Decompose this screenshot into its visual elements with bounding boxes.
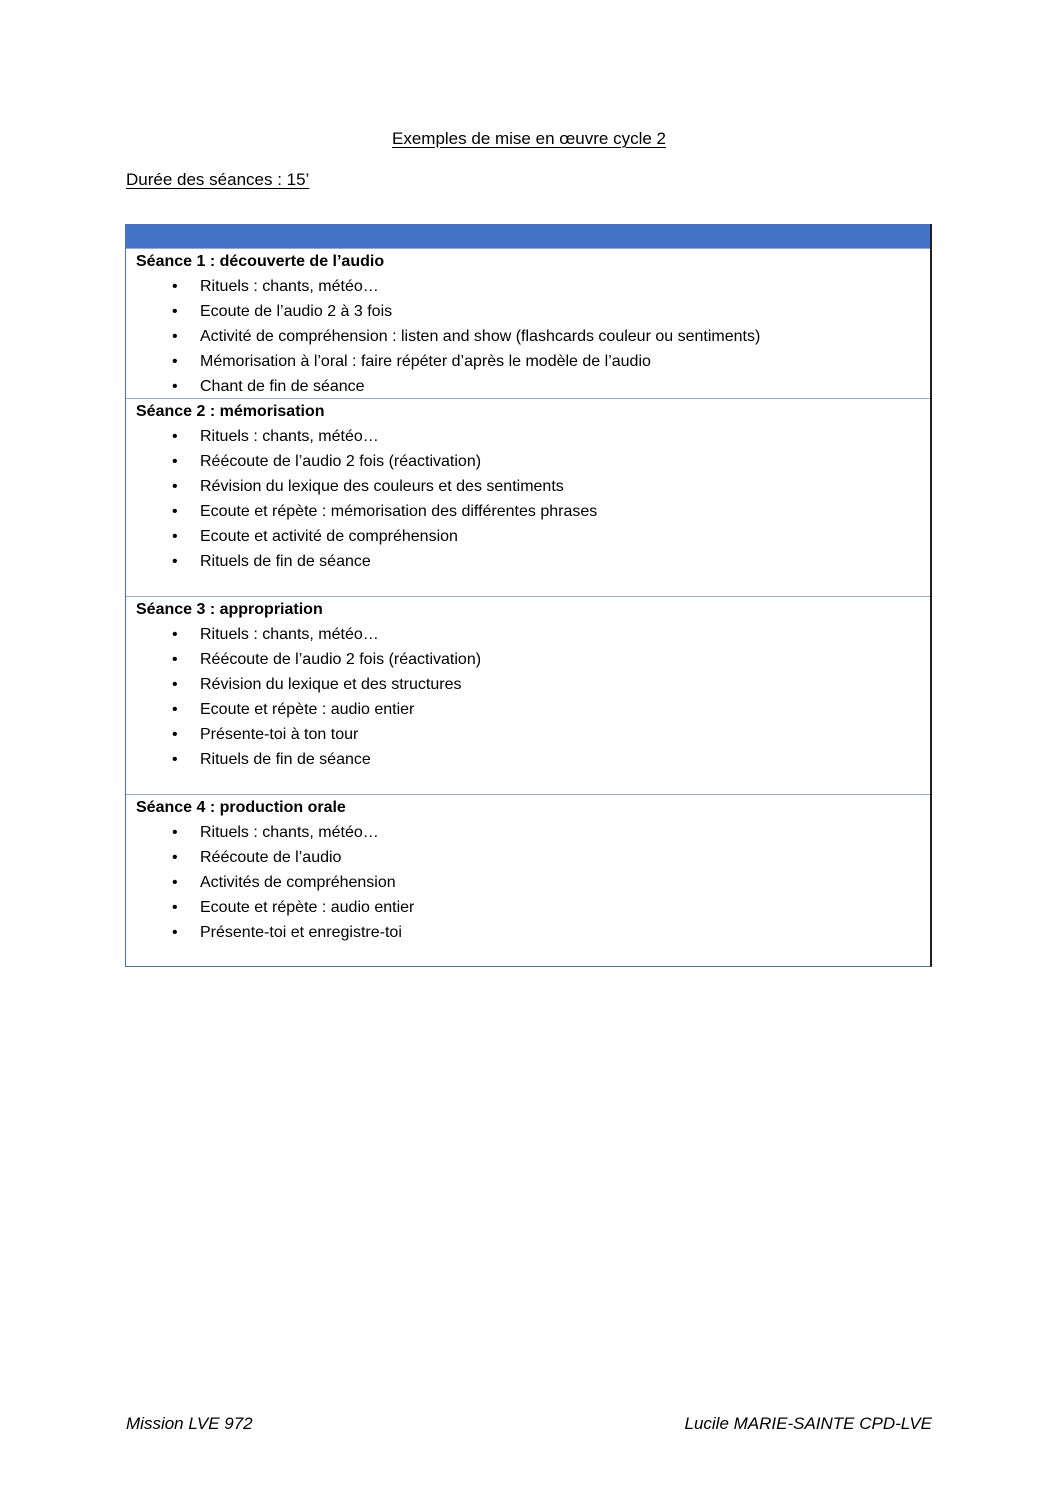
list-item: • Ecoute et répète : mémorisation des différentes phrases bbox=[136, 499, 920, 524]
session-4 bbox=[126, 794, 930, 966]
list-item: • Rituels de fin de séance bbox=[136, 549, 920, 574]
list-item: • Rituels : chants, météo… bbox=[136, 622, 920, 647]
bullet-icon: • bbox=[172, 751, 178, 768]
list-item: • Présente-toi et enregistre-toi bbox=[136, 920, 920, 945]
list-item: • Ecoute et activité de compréhension bbox=[136, 524, 920, 549]
list-item: • Rituels : chants, météo… bbox=[136, 274, 920, 299]
session-title: Séance 2 : mémorisation bbox=[136, 403, 325, 420]
bullet-icon: • bbox=[172, 503, 178, 520]
session-title: Séance 4 : production orale bbox=[136, 799, 346, 816]
bullet-icon: • bbox=[172, 626, 178, 643]
bullet-icon: • bbox=[172, 453, 178, 470]
bullet-icon: • bbox=[172, 899, 178, 916]
list-item: • Rituels : chants, météo… bbox=[136, 820, 920, 845]
list-item: • Activité de compréhension : listen and show (flashcards couleur ou sentiments) bbox=[136, 324, 920, 349]
bullet-icon: • bbox=[172, 278, 178, 295]
session-activity-list bbox=[136, 424, 920, 574]
list-item: • Réécoute de l’audio bbox=[136, 845, 920, 870]
list-item: • Chant de fin de séance bbox=[136, 374, 920, 399]
list-item: • Mémorisation à l’oral : faire répéter d’après le modèle de l’audio bbox=[136, 349, 920, 374]
list-item: • Révision du lexique des couleurs et des sentiments bbox=[136, 474, 920, 499]
table-header-bar bbox=[126, 224, 930, 248]
list-item: • Ecoute et répète : audio entier bbox=[136, 895, 920, 920]
bullet-icon: • bbox=[172, 701, 178, 718]
session-2 bbox=[126, 398, 930, 596]
footer-author: Lucile MARIE-SAINTE CPD-LVE bbox=[684, 1414, 932, 1433]
session-duration: Durée des séances : 15’ bbox=[126, 170, 310, 189]
bullet-icon: • bbox=[172, 478, 178, 495]
document-title: Exemples de mise en œuvre cycle 2 bbox=[392, 129, 666, 148]
bullet-icon: • bbox=[172, 353, 178, 370]
list-item: • Rituels : chants, météo… bbox=[136, 424, 920, 449]
list-item: • Ecoute et répète : audio entier bbox=[136, 697, 920, 722]
list-item: • Réécoute de l’audio 2 fois (réactivation) bbox=[136, 449, 920, 474]
bullet-icon: • bbox=[172, 303, 178, 320]
bullet-icon: • bbox=[172, 924, 178, 941]
session-title: Séance 1 : découverte de l’audio bbox=[136, 253, 385, 270]
bullet-icon: • bbox=[172, 824, 178, 841]
bullet-icon: • bbox=[172, 528, 178, 545]
session-3 bbox=[126, 596, 930, 794]
list-item: • Révision du lexique et des structures bbox=[136, 672, 920, 697]
bullet-icon: • bbox=[172, 849, 178, 866]
bullet-icon: • bbox=[172, 428, 178, 445]
bullet-icon: • bbox=[172, 676, 178, 693]
bullet-icon: • bbox=[172, 553, 178, 570]
bullet-icon: • bbox=[172, 651, 178, 668]
list-item: • Présente-toi à ton tour bbox=[136, 722, 920, 747]
session-table bbox=[125, 224, 932, 967]
list-item: • Activités de compréhension bbox=[136, 870, 920, 895]
list-item: • Rituels de fin de séance bbox=[136, 747, 920, 772]
session-activity-list bbox=[136, 274, 920, 399]
footer-mission: Mission LVE 972 bbox=[126, 1414, 253, 1433]
session-activity-list bbox=[136, 820, 920, 945]
session-1 bbox=[126, 248, 930, 398]
list-item: • Réécoute de l’audio 2 fois (réactivation) bbox=[136, 647, 920, 672]
bullet-icon: • bbox=[172, 726, 178, 743]
session-activity-list bbox=[136, 622, 920, 772]
bullet-icon: • bbox=[172, 874, 178, 891]
bullet-icon: • bbox=[172, 328, 178, 345]
bullet-icon: • bbox=[172, 378, 178, 395]
list-item: • Ecoute de l’audio 2 à 3 fois bbox=[136, 299, 920, 324]
session-title: Séance 3 : appropriation bbox=[136, 601, 323, 618]
